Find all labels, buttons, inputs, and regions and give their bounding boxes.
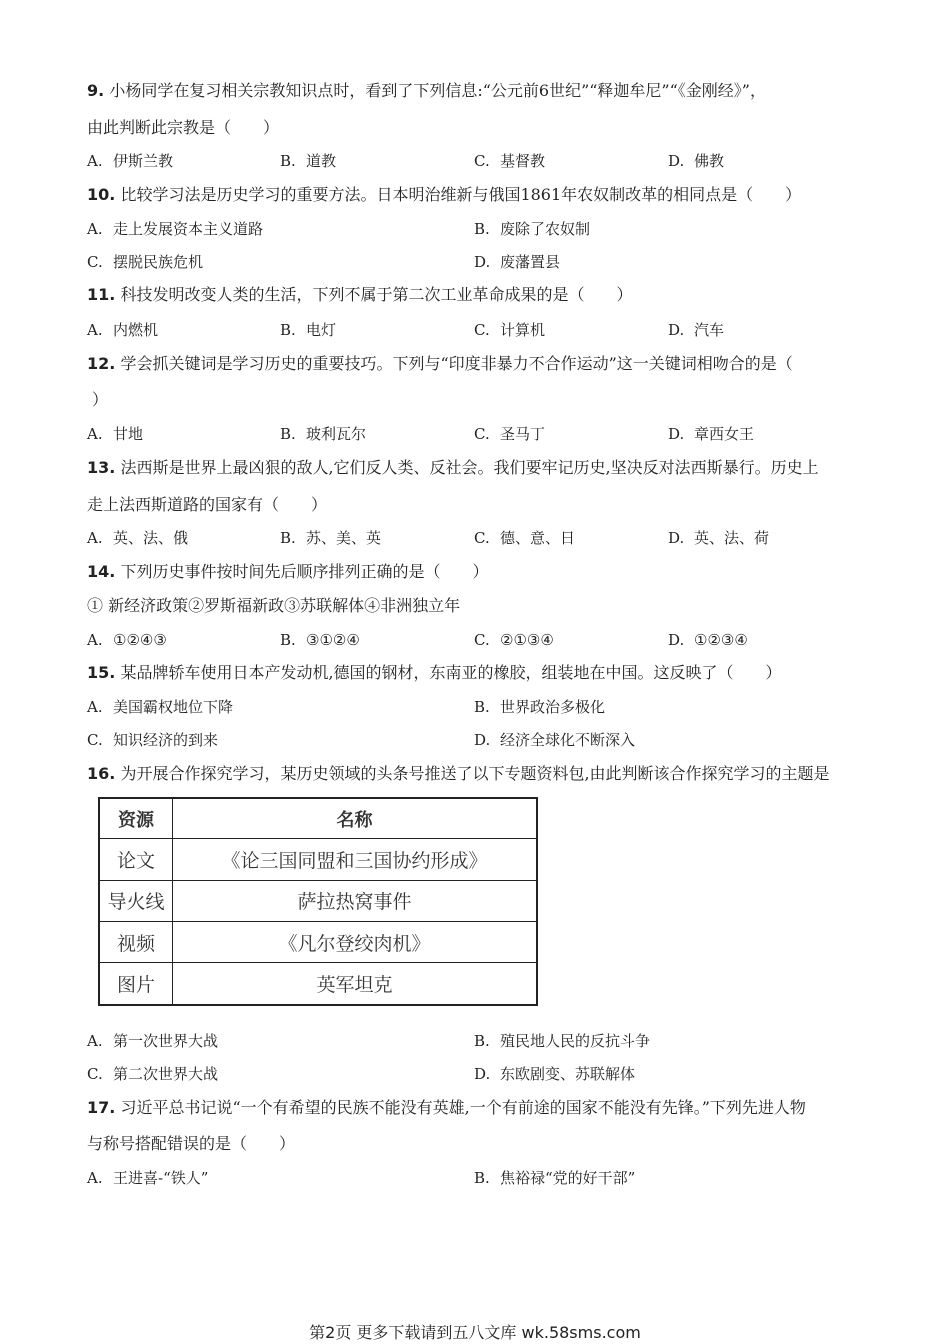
q13-line2: 走上法西斯道路的国家有（ ） xyxy=(87,495,328,514)
page-footer: 第2页 更多下载请到五八文库 wk.58sms.com xyxy=(309,1323,641,1342)
q17-line1: 17. 习近平总书记说“一个有希望的民族不能没有英雄,一个有前途的国家不能没有先锋。”下列先进人物 xyxy=(87,1098,806,1117)
q9-number: 9. xyxy=(87,81,105,100)
q11-option-a: A. 内燃机 xyxy=(87,321,159,339)
q13-line1: 13. 法西斯是世界上最凶狠的敌人,它们反人类、反社会。我们要牢记历史,坚决反对法西斯暴行。历史上 xyxy=(87,458,819,477)
q12-option-b: B. 玻利瓦尔 xyxy=(280,425,367,443)
table-header-name: 名称 xyxy=(173,798,538,839)
q15-option-c: C. 知识经济的到来 xyxy=(87,731,219,749)
q15-line1: 15. 某品牌轿车使用日本产发动机,德国的钢材，东南亚的橡胶，组装地在中国。这反映了（ ） xyxy=(87,663,782,682)
table-row xyxy=(99,839,537,880)
table-row xyxy=(99,963,537,1005)
q12-option-a: A. 甘地 xyxy=(87,425,144,443)
q17-option-b: B. 焦裕禄“党的好干部” xyxy=(474,1169,636,1187)
q14-option-c: C. ②①③④ xyxy=(474,631,554,649)
table-row xyxy=(99,880,537,921)
q10-line1: 10. 比较学习法是历史学习的重要方法。日本明治维新与俄国1861年农奴制改革的相同点是（ ） xyxy=(87,185,802,204)
resource-table xyxy=(98,797,538,1006)
q9-option-a: A. 伊斯兰教 xyxy=(87,152,174,170)
q14-line1: 14. 下列历史事件按时间先后顺序排列正确的是（ ） xyxy=(87,562,489,581)
q13-option-b: B. 苏、美、英 xyxy=(280,529,382,547)
q14-line2: ① 新经济政策②罗斯福新政③苏联解体④非洲独立年 xyxy=(87,596,461,615)
q14-option-b: B. ③①②④ xyxy=(280,631,360,649)
q10-option-c: C. 摆脱民族危机 xyxy=(87,253,204,271)
table-cell: 论文 xyxy=(99,839,173,880)
table-cell: 导火线 xyxy=(99,880,173,921)
table-cell: 萨拉热窝事件 xyxy=(173,880,538,921)
q16-line1: 16. 为开展合作探究学习，某历史领域的头条号推送了以下专题资料包,由此判断该合作探究学习的主题是 xyxy=(87,764,830,783)
q12-line2: ） xyxy=(92,390,109,409)
q11-line1: 11. 科技发明改变人类的生活，下列不属于第二次工业革命成果的是（ ） xyxy=(87,285,633,304)
q9-line2: 由此判断此宗教是（ ） xyxy=(87,118,280,137)
table-cell: 《凡尔登绞肉机》 xyxy=(173,921,538,962)
q9-option-c: C. 基督教 xyxy=(474,152,546,170)
table-cell: 《论三国同盟和三国协约形成》 xyxy=(173,839,538,880)
table-row xyxy=(99,921,537,962)
q13-option-c: C. 德、意、日 xyxy=(474,529,576,547)
q12-line1: 12. 学会抓关键词是学习历史的重要技巧。下列与“印度非暴力不合作运动”这一关键词相吻合的是（ xyxy=(87,354,793,373)
table-cell: 视频 xyxy=(99,921,173,962)
q12-option-c: C. 圣马丁 xyxy=(474,425,546,443)
q16-option-a: A. 第一次世界大战 xyxy=(87,1032,219,1050)
table-header-resource: 资源 xyxy=(99,798,173,839)
table-header-row xyxy=(99,798,537,839)
q15-option-a: A. 美国霸权地位下降 xyxy=(87,698,234,716)
q15-option-d: D. 经济全球化不断深入 xyxy=(474,731,636,749)
q15-option-b: B. 世界政治多极化 xyxy=(474,698,606,716)
q9-option-d: D. 佛教 xyxy=(668,152,725,170)
q17-option-a: A. 王进喜-“铁人” xyxy=(87,1169,209,1187)
q17-line2: 与称号搭配错误的是（ ） xyxy=(87,1134,296,1153)
q9-option-b: B. 道教 xyxy=(280,152,337,170)
q13-option-d: D. 英、法、荷 xyxy=(668,529,770,547)
q16-option-d: D. 东欧剧变、苏联解体 xyxy=(474,1065,636,1083)
q13-option-a: A. 英、法、俄 xyxy=(87,529,189,547)
q9-line1: 9. 小杨同学在复习相关宗教知识点时，看到了下列信息:“公元前6世纪”“释迦牟尼”“《金刚经》”， xyxy=(87,81,766,100)
q16-option-b: B. 殖民地人民的反抗斗争 xyxy=(474,1032,651,1050)
q11-option-c: C. 计算机 xyxy=(474,321,546,339)
q12-option-d: D. 章西女王 xyxy=(668,425,755,443)
q10-option-a: A. 走上发展资本主义道路 xyxy=(87,220,264,238)
q14-option-a: A. ①②④③ xyxy=(87,631,167,649)
table-cell: 英军坦克 xyxy=(173,963,538,1005)
q10-option-d: D. 废藩置县 xyxy=(474,253,561,271)
q11-option-b: B. 电灯 xyxy=(280,321,337,339)
q11-option-d: D. 汽车 xyxy=(668,321,725,339)
q16-option-c: C. 第二次世界大战 xyxy=(87,1065,219,1083)
q14-option-d: D. ①②③④ xyxy=(668,631,748,649)
table-cell: 图片 xyxy=(99,963,173,1005)
q10-option-b: B. 废除了农奴制 xyxy=(474,220,591,238)
